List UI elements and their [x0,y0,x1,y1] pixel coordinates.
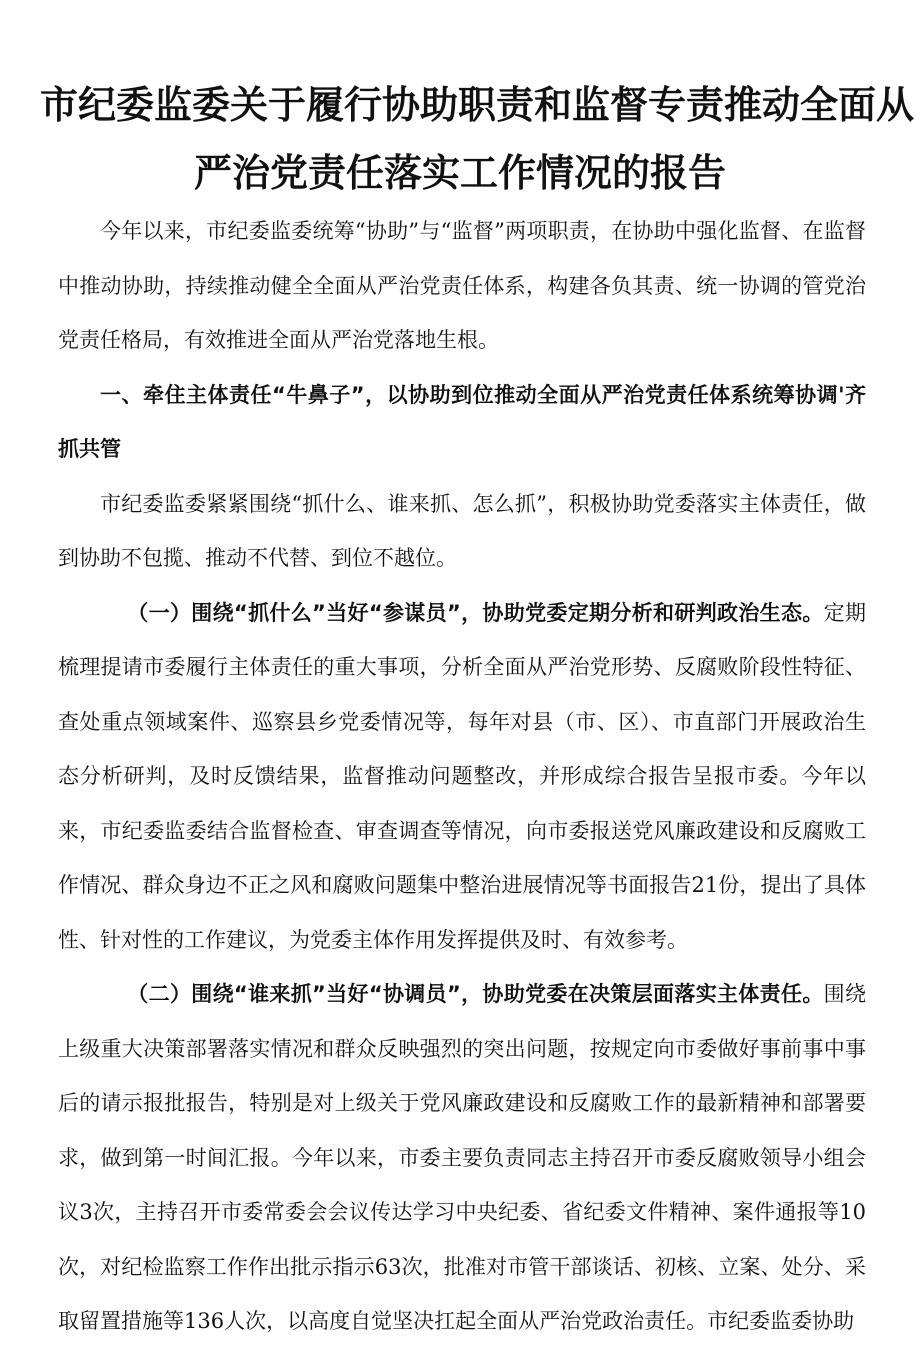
item-1-body: 定期梳理提请市委履行主体责任的重大事项，分析全面从严治党形势、反腐败阶段性特征、查处重点领域案件、巡察县乡党委情况等，每年对县（市、区）、市直部门开展政治生态分析研判，及时反馈结果，监督推动问题整改，并形成综合报告呈报市委。今年以来，市纪委监委结合监督检查、审查调查等情况，向市委报送党风廉政建设和反腐败工作情况、群众身边不正之风和腐败问题集中整治进展情况等书面报告21份，提出了具体性、针对性的工作建议，为党委主体作用发挥提供及时、有效参考。 [58,600,866,952]
item-1-heading: （一）围绕“抓什么”当好“参谋员”，协助党委定期分析和研判政治生态。 [127,600,824,625]
item-2-heading: （二）围绕“谁来抓”当好“协调员”，协助党委在决策层面落实主体责任。 [127,982,824,1006]
item-2-body: 围绕上级重大决策部署落实情况和群众反映强烈的突出问题，按规定向市委做好事前事中事后的请示报批报告，特别是对上级关于党风廉政建设和反腐败工作的最新精神和部署要求，做到第一时间汇报。今年以来，市委主要负责同志主持召开市委反腐败领导小组会议3次，主持召开市委常委会会议传达学习中央纪委、省纪委文件精神、案件通报等10次，对纪检监察工作作出批示指示63次，批准对市管干部谈话、初核、立案、处分、采取留置措施等136人次，以高度自觉坚决扛起全面从严治党政治责任。市纪委监委协助 [58,982,866,1333]
document-title-line-1: 市纪委监委关于履行协助职责和监督专责推动全面从 [40,83,915,127]
section-1-paragraph: 市纪委监委紧紧围绕“抓什么、谁来抓、怎么抓”，积极协助党委落实主体责任，做到协助不包揽、推动不代替、到位不越位。 [58,491,866,570]
document-title-line-2: 严治党责任落实工作情况的报告 [193,151,726,195]
intro-paragraph: 今年以来，市纪委监委统筹“协助”与“监督”两项职责，在协助中强化监督、在监督中推动协助，持续推动健全全面从严治党责任体系，构建各负其责、统一协调的管党治党责任格局，有效推进全面从严治党落地生根。 [58,219,866,352]
section-1-heading: 一、牵住主体责任“牛鼻子”，以协助到位推动全面从严治党责任体系统筹协调'齐抓共管 [58,382,866,461]
document-body [58,204,866,1349]
item-2-paragraph [58,967,866,1349]
item-1-paragraph [58,586,866,968]
